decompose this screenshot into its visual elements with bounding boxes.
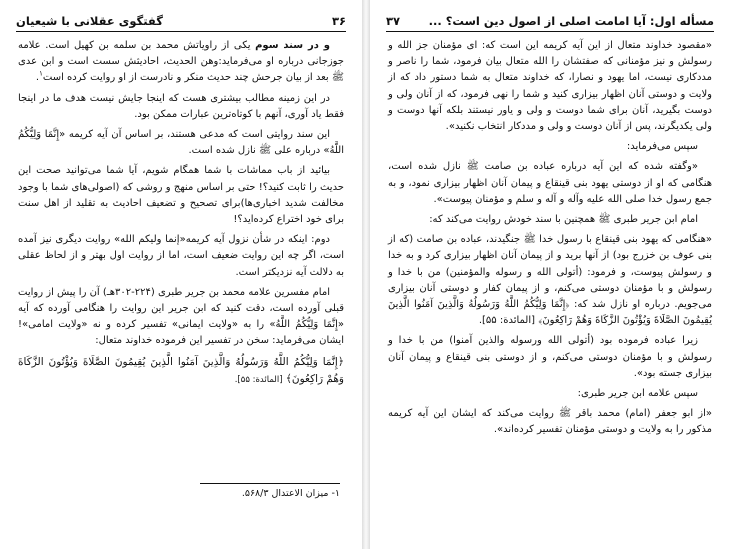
quran-verse xyxy=(18,354,344,388)
honorific-mark: ﷺ xyxy=(331,72,344,84)
footnote-marker: ۱ xyxy=(39,70,43,79)
paragraph: امام مفسرين علامه محمد بن جرير طبری (۲۲۴-۳۰۲هـ) آن را پيش از روايت قبلی آورده است، دقت كنيد كه ابن جرير اين روايت را هنگامی آورده كه آيه «إِنَّمَا وَلِيُّكُمُ اللَّهُ» را به «ولايت ايمانی» تفسير كرده و نه «ولايت امامی»! ايشان می‌فرمايد: سخن در تفسير اين فرموده خداوند متعال: xyxy=(18,286,344,347)
right-page xyxy=(370,0,730,549)
right-page-number: ۳۷ xyxy=(386,14,401,28)
paragraph: امام ابن جرير طبری ﷺ همچنين با سند خودش روايت می‌كند كه: xyxy=(429,214,698,226)
paragraph: اين سند روايتی است كه مدعی هستند، بر اساس آن آيه كريمه «إِنَّمَا وَلِيُّكُمُ اللَّهُ» درباره علی ﷺ نازل شده است. xyxy=(18,129,344,157)
paragraph: «هنگامی كه يهود بنی قينقاع با رسول خدا ﷺ جنگيدند، عباده بن صامت (كه از بنی عوف بن خزرج بود) از آنها بريد و از پيمان آنان اظهار بيزاری كرد و به خدا و رسولش پيوست، و فرمود: (أتولی الله و رسوله والمؤمنين) من با خدا و رسولش و با مؤمنان دوستی می‌كنم، و از پيمان كفار و دوستی آنان بيزاری می‌جويم. درباره او نازل شد كه: ﴿إِنَّمَا وَلِيُّكُمُ اللَّهُ وَرَسُولُهُ وَالَّذِينَ آمَنُوا الَّذِينَ يُقِيمُونَ الصَّلَاةَ وَيُؤْتُونَ الزَّكَاةَ وَهُمْ رَاكِعُونَ﴾ [المائدة: ۵۵]. xyxy=(388,234,712,327)
verse-text: ﴿إِنَّمَا وَلِيُّكُمُ اللَّهُ وَرَسُولُهُ وَالَّذِينَ آمَنُوا الَّذِينَ يُقِيمُونَ الصَّلَاةَ وَيُؤْتُونَ الزَّكَاةَ وَهُمْ رَاكِعُونَ﴾ xyxy=(18,355,344,385)
paragraph: «از ابو جعفر (امام) محمد باقر ﷺ روايت می‌كند كه ايشان اين آيه كريمه مذكور را به ولايت و دوستی مؤمنان تفسير كرده‌اند». xyxy=(388,408,712,436)
paragraph: سپس می‌فرمايد: xyxy=(626,141,698,153)
left-page-header xyxy=(16,12,346,28)
paragraph: بيائيد از باب مماشات با شما همگام شويم، آيا شما می‌توانيد صحت اين حديث را ثابت كنيد؟! حتی بر اساس منهج و روشی كه (اصولی‌های شما با وجود مخالفت شديد اخباری‌ها)برای تصحيح و تضعيف احاديث به تقليد از اهل سنت برای خود اختراع كرده‌ايد؟! xyxy=(18,165,344,226)
header-rule xyxy=(16,31,346,32)
paragraph-lead: و در سند سوم xyxy=(255,40,330,51)
left-page xyxy=(0,0,362,549)
right-page-header xyxy=(386,12,714,28)
left-page-number: ۳۶ xyxy=(331,14,346,28)
paragraph: سپس علامه ابن جرير طبری: xyxy=(577,388,698,400)
right-page-body xyxy=(388,38,712,443)
left-page-body xyxy=(18,38,344,392)
paragraph-text: بعد از بيان جرحش چند حديث منكر و نادرست از او روايت كرده است xyxy=(42,72,332,84)
paragraph-end: . xyxy=(35,72,40,84)
footnote-rule xyxy=(200,483,340,484)
paragraph: «مقصود خداوند متعال از اين آيه كريمه اين است كه: ای مؤمنان جز الله و رسولش و نيز مؤمنانی كه صفتشان را الله متعال بيان فرمود، شما را ناصر و مددكاری نيست، اما يهود و نصارا، كه خداوند متعال به شما دستور داد كه از ولايت و دوستی آنان اظهار بيزاری كنيد و شما را نهی فرمود، كه از آنان ولی و دوست بگيريد، آنان برای شما دوست و ولی و ياور نيستند بلكه آنها دوست و ولی يكديگرند، پس از آنان دوست و ولی و مددكار انتخاب نكنيد». xyxy=(388,40,712,133)
paragraph: در اين زمينه مطالب بيشتری هست كه اينجا جايش نيست هدف ما در اينجا فقط ياد آوری، آنهم با كوتاه‌ترين عبارات ممكن بود. xyxy=(18,92,344,120)
verse-reference: [المائدة: ۵۵]. xyxy=(234,374,283,385)
right-page-title: مسأله اول: آیا امامت اصلی از اصول دین است؟ ... xyxy=(428,14,714,28)
left-page-title: گفتگوی عقلانی با شیعیان xyxy=(16,14,163,28)
paragraph: زيرا عباده فرموده بود (أتولی الله ورسوله والذين آمنوا) من با خدا و رسولش و با مؤمنان دوستی می‌كنم، و از دوستی بنی قينقاع و پيمان آنان بيزاری جسته بود». xyxy=(388,335,712,379)
book-gutter xyxy=(362,0,370,549)
paragraph: دوم: اينكه در شأن نزول آيه كريمه«إنما وليكم الله» روايت ديگری نيز آمده است، اگر چه اين روايت ضعيف است، اما از روايت اول بهتر و از لحاظ عقلی به دلالت آيه نزديكتر است. xyxy=(18,234,344,278)
paragraph: «وگفته شده كه اين آيه درباره عباده بن صامت ﷺ نازل شده است، هنگامی كه او از دوستی يهود بنی قينقاع و پيمان آنان اظهار بيزاری نمود، و به جمع رسول خدا صلی الله عليه وآله و آله و سلم و مؤمنان پيوست». xyxy=(388,161,712,205)
paragraph xyxy=(18,38,344,87)
header-rule xyxy=(386,31,714,32)
footnote: ۱- ميزان الاعتدال ۵۶۸/۳. xyxy=(241,488,340,499)
paragraph-text: يكی از راوياتش محمد بن سلمه بن كهيل است. علامه جوزجانی درباره او می‌فرمايد:وهن الحديث، احاديثش سست است و ابن عدی xyxy=(18,40,344,68)
